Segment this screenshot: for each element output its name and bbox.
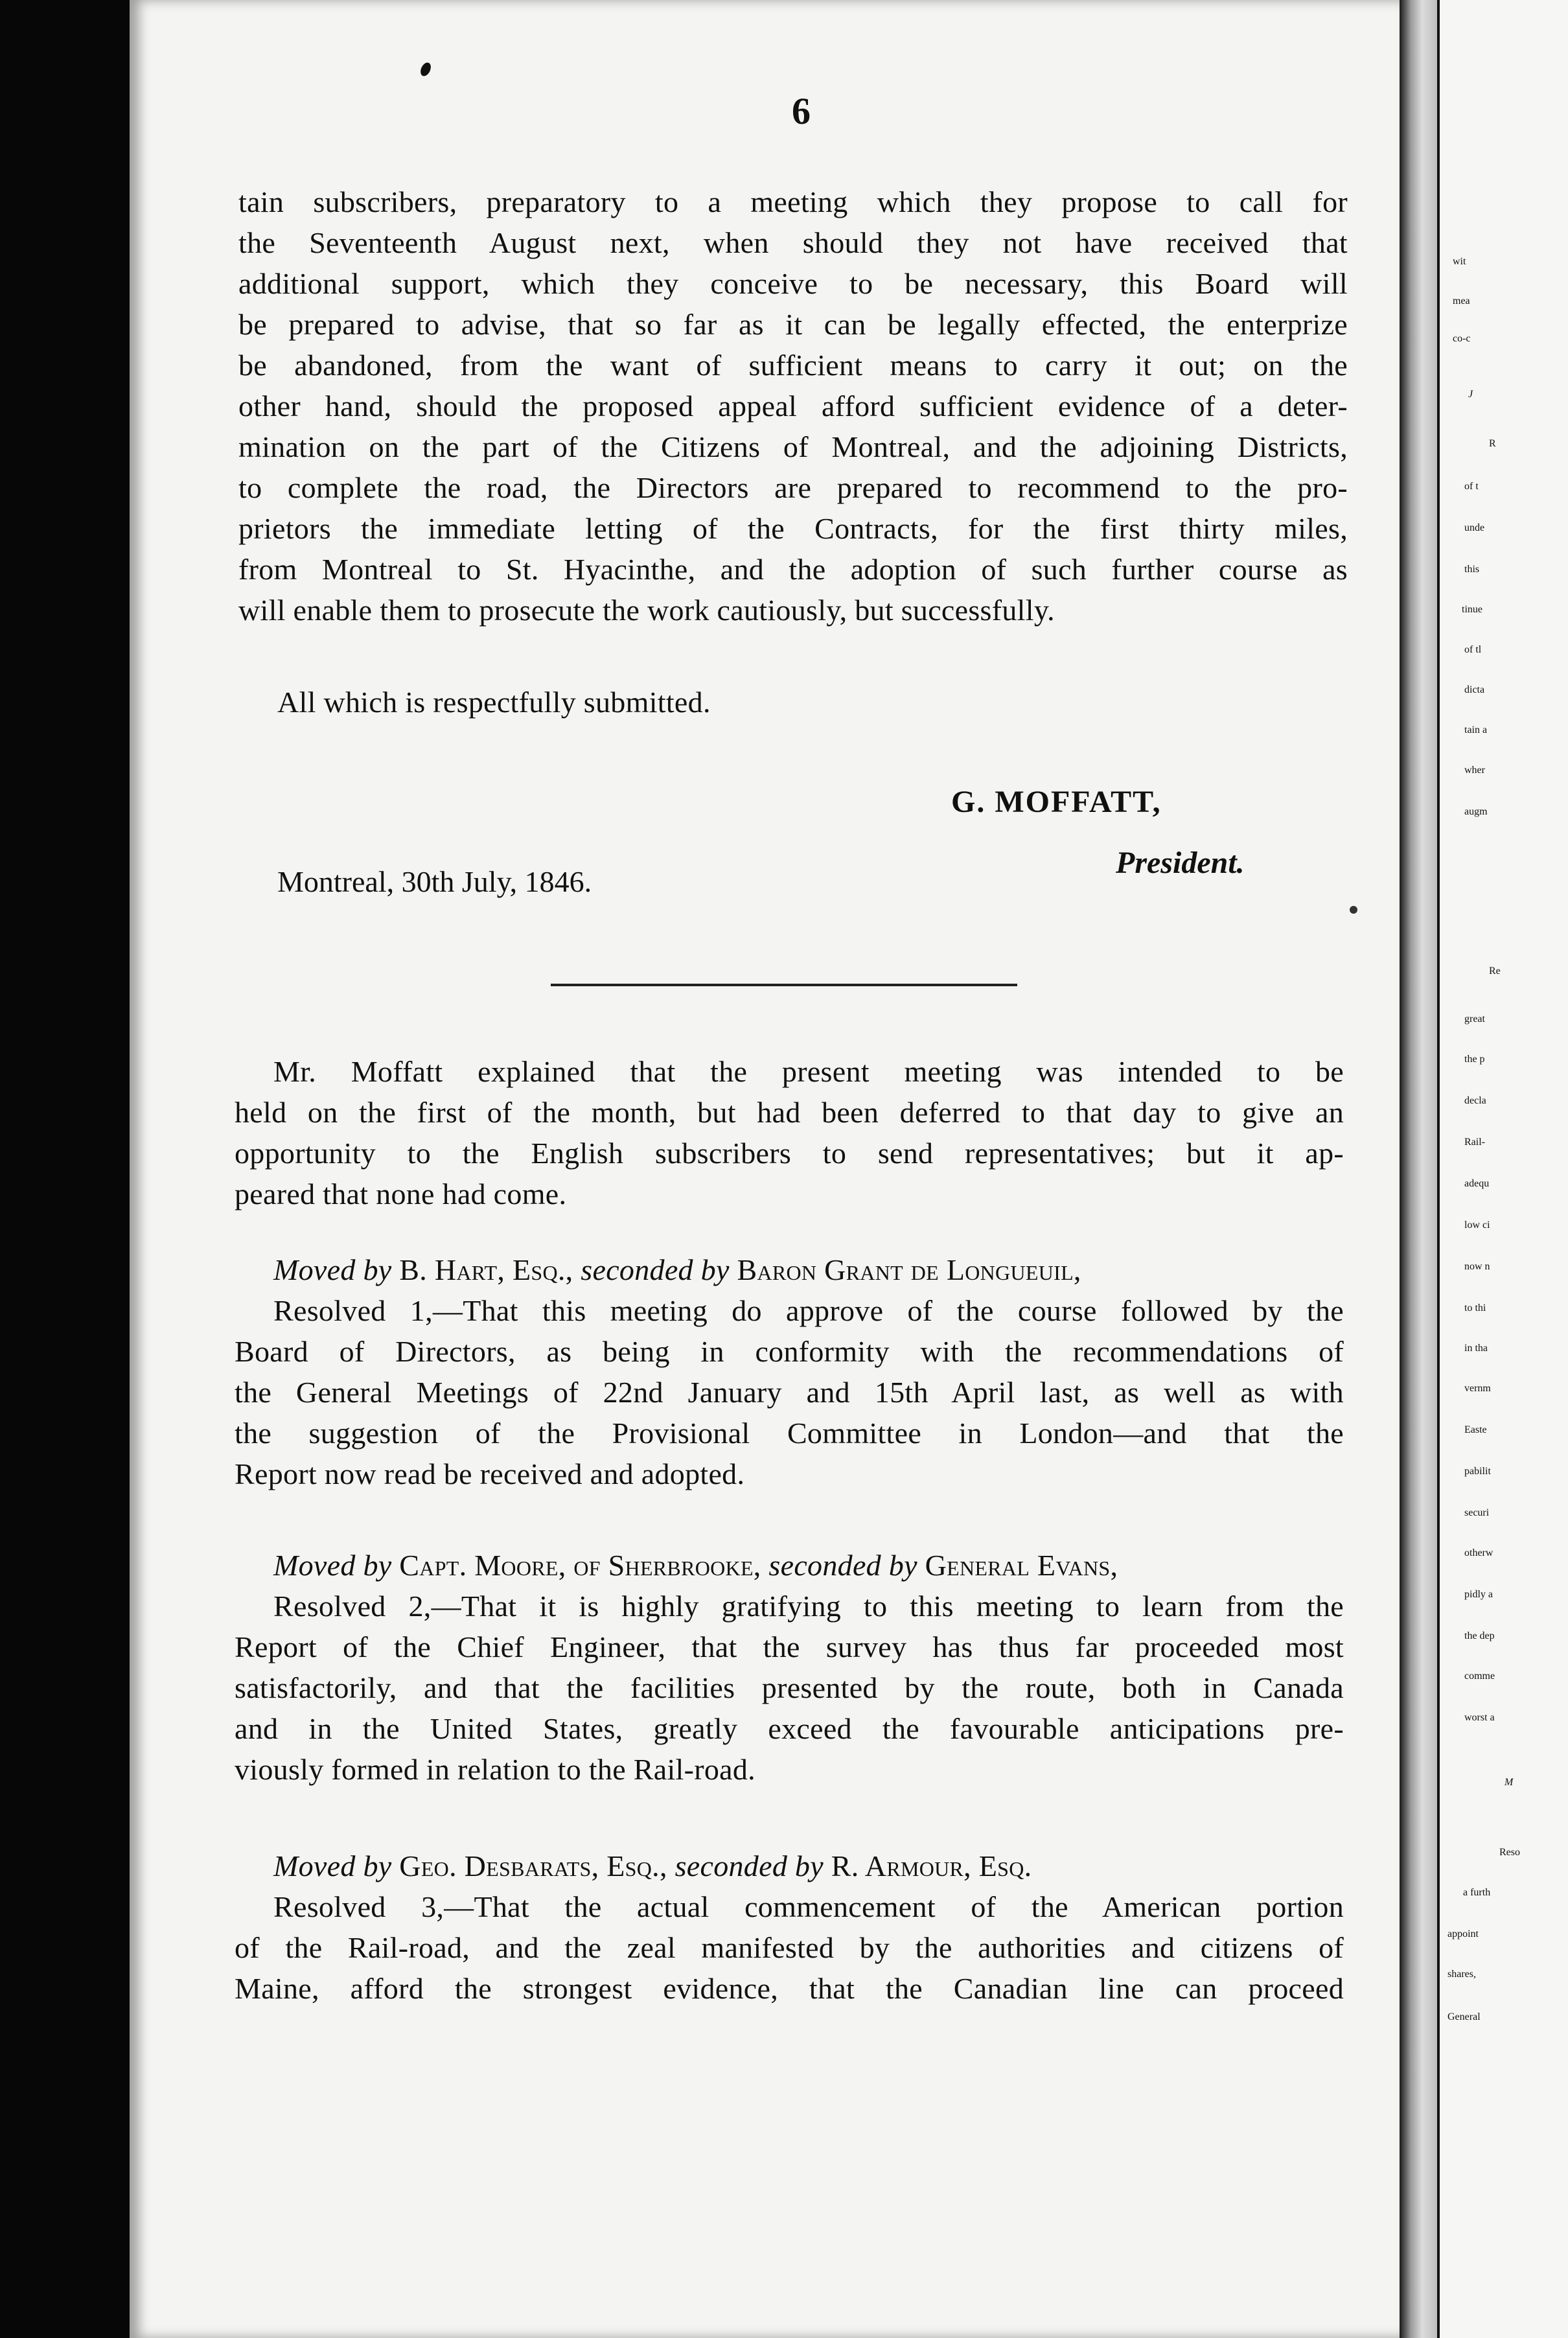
moved-by-label: Moved by bbox=[273, 1549, 392, 1582]
facing-page-fragment: now n bbox=[1464, 1261, 1490, 1272]
motion-heading bbox=[235, 1545, 1344, 1586]
text-line: opportunity to the English subscribers to send representatives; but it ap- bbox=[235, 1137, 1344, 1170]
motion-heading bbox=[235, 1846, 1344, 1886]
text-line: All which is respectfully submitted. bbox=[277, 686, 711, 719]
text-line: satisfactorily, and that the facilities presented by the route, both in Canada bbox=[235, 1671, 1344, 1704]
facing-page-fragment: vernm bbox=[1464, 1383, 1491, 1394]
text-line: Resolved 2,—That it is highly gratifying to this meeting to learn from the bbox=[273, 1590, 1344, 1623]
facing-page-fragment: wher bbox=[1464, 765, 1485, 776]
facing-page-fragment: the p bbox=[1464, 1054, 1485, 1065]
book-gutter bbox=[1400, 0, 1437, 2338]
text-line: the General Meetings of 22nd January and 15th April last, as well as with bbox=[235, 1376, 1344, 1409]
text-line: Resolved 1,—That this meeting do approve of the course followed by the bbox=[273, 1294, 1344, 1327]
facing-page-fragment: R bbox=[1489, 438, 1496, 449]
facing-page-fragment: Re bbox=[1489, 966, 1501, 977]
facing-page-fragment: mea bbox=[1453, 295, 1470, 307]
seconder-name: Baron Grant de Longueuil, bbox=[737, 1253, 1081, 1286]
facing-page bbox=[1437, 0, 1568, 2338]
text-line: will enable them to prosecute the work cautiously, but successfully. bbox=[238, 594, 1055, 627]
facing-page-fragment: Rail- bbox=[1464, 1137, 1485, 1148]
facing-page-fragment: tain a bbox=[1464, 724, 1488, 735]
mover-name: B. Hart, Esq., bbox=[399, 1253, 573, 1286]
section-divider bbox=[551, 984, 1017, 986]
mover-name: Capt. Moore, of Sherbrooke, bbox=[399, 1549, 761, 1582]
text-line: Mr. Moffatt explained that the present meeting was intended to be bbox=[273, 1055, 1344, 1088]
submitted-line bbox=[238, 682, 1348, 723]
facing-page-fragment: M bbox=[1505, 1777, 1514, 1788]
text-line: Report now read be received and adopted. bbox=[235, 1457, 745, 1490]
facing-page-fragment: General bbox=[1447, 2011, 1481, 2022]
facing-page-fragment: tinue bbox=[1462, 604, 1482, 615]
seconder-name: General Evans, bbox=[925, 1549, 1118, 1582]
motion-2 bbox=[235, 1545, 1344, 1790]
facing-page-fragment: unde bbox=[1464, 522, 1485, 533]
text-line: tain subscribers, preparatory to a meeting which they propose to call for bbox=[238, 185, 1348, 218]
report-date: Montreal, 30th July, 1846. bbox=[277, 865, 592, 898]
facing-page-fragment: J bbox=[1468, 389, 1473, 400]
text-line: from Montreal to St. Hyacinthe, and the adoption of such further course as bbox=[238, 553, 1348, 586]
facing-page-fragment: of tl bbox=[1464, 644, 1482, 655]
facing-page-fragment: appoint bbox=[1447, 1928, 1479, 1939]
text-line: peared that none had come. bbox=[235, 1177, 567, 1210]
explanation-paragraph bbox=[235, 1051, 1344, 1214]
facing-page-fragment: great bbox=[1464, 1013, 1485, 1024]
facing-page-fragment: otherw bbox=[1464, 1547, 1493, 1558]
motion-heading bbox=[235, 1249, 1344, 1290]
facing-page-fragment: shares, bbox=[1447, 1969, 1476, 1980]
text-line: be abandoned, from the want of sufficient means to carry it out; on the bbox=[238, 349, 1348, 382]
motion-1 bbox=[235, 1249, 1344, 1494]
facing-page-fragment: the dep bbox=[1464, 1630, 1495, 1641]
facing-page-fragment: augm bbox=[1464, 806, 1488, 817]
facing-page-fragment: adequ bbox=[1464, 1178, 1490, 1189]
text-line: of the Rail-road, and the zeal manifested by the authorities and citizens of bbox=[235, 1931, 1344, 1964]
facing-page-fragment: low ci bbox=[1464, 1220, 1490, 1231]
text-line: to complete the road, the Directors are prepared to recommend to the pro- bbox=[238, 471, 1348, 504]
ink-speck bbox=[1350, 906, 1357, 914]
facing-page-fragment: pidly a bbox=[1464, 1589, 1493, 1600]
signature-title: President. bbox=[1116, 846, 1245, 880]
scan-border bbox=[0, 0, 130, 2338]
text-line: viously formed in relation to the Rail-road. bbox=[235, 1753, 755, 1786]
facing-page-fragment: pabilit bbox=[1464, 1466, 1491, 1477]
facing-page-fragment: securi bbox=[1464, 1507, 1490, 1518]
text-line: held on the first of the month, but had been deferred to that day to give an bbox=[235, 1096, 1344, 1129]
facing-page-fragment: to thi bbox=[1464, 1302, 1486, 1314]
seconder-name: R. Armour, Esq. bbox=[831, 1849, 1032, 1882]
facing-page-fragment: this bbox=[1464, 564, 1480, 575]
report-paragraph bbox=[238, 181, 1348, 631]
text-line: Report of the Chief Engineer, that the survey has thus far proceeded most bbox=[235, 1630, 1344, 1663]
text-line: the Seventeenth August next, when should they not have received that bbox=[238, 226, 1348, 259]
facing-page-fragment: dicta bbox=[1464, 684, 1485, 695]
facing-page-fragment: of t bbox=[1464, 481, 1479, 492]
seconded-by-label: seconded by bbox=[674, 1849, 824, 1882]
facing-page-fragment: Reso bbox=[1499, 1847, 1520, 1858]
text-line: Resolved 3,—That the actual commencement of the American portion bbox=[273, 1890, 1344, 1923]
text-line: be prepared to advise, that so far as it can be legally effected, the enterprize bbox=[238, 308, 1348, 341]
facing-page-fragment: comme bbox=[1464, 1671, 1495, 1682]
facing-page-fragment: wit bbox=[1453, 256, 1466, 267]
text-line: mination on the part of the Citizens of Montreal, and the adjoining Districts, bbox=[238, 430, 1348, 463]
facing-page-fragment: worst a bbox=[1464, 1712, 1495, 1723]
moved-by-label: Moved by bbox=[273, 1253, 392, 1286]
text-line: Board of Directors, as being in conformity with the recommendations of bbox=[235, 1335, 1344, 1368]
facing-page-fragment: a furth bbox=[1463, 1887, 1491, 1898]
facing-page-fragment: in tha bbox=[1464, 1343, 1488, 1354]
text-line: other hand, should the proposed appeal afford sufficient evidence of a deter- bbox=[238, 389, 1348, 422]
text-line: prietors the immediate letting of the Contracts, for the first thirty miles, bbox=[238, 512, 1348, 545]
moved-by-label: Moved by bbox=[273, 1849, 392, 1882]
text-line: additional support, which they conceive to be necessary, this Board will bbox=[238, 267, 1348, 300]
seconded-by-label: seconded by bbox=[768, 1549, 917, 1582]
facing-page-fragment: co-c bbox=[1453, 333, 1471, 344]
text-line: the suggestion of the Provisional Committee in London—and that the bbox=[235, 1417, 1344, 1450]
seconded-by-label: seconded by bbox=[581, 1253, 730, 1286]
text-line: Maine, afford the strongest evidence, that the Canadian line can proceed bbox=[235, 1972, 1344, 2005]
motion-3 bbox=[235, 1846, 1344, 2009]
facing-page-fragment: decla bbox=[1464, 1095, 1486, 1106]
page-number: 6 bbox=[792, 90, 811, 132]
text-line: and in the United States, greatly exceed the favourable anticipations pre- bbox=[235, 1712, 1344, 1745]
facing-page-fragment: Easte bbox=[1464, 1424, 1487, 1435]
signature-name: G. MOFFATT, bbox=[951, 785, 1162, 819]
mover-name: Geo. Desbarats, Esq., bbox=[399, 1849, 667, 1882]
